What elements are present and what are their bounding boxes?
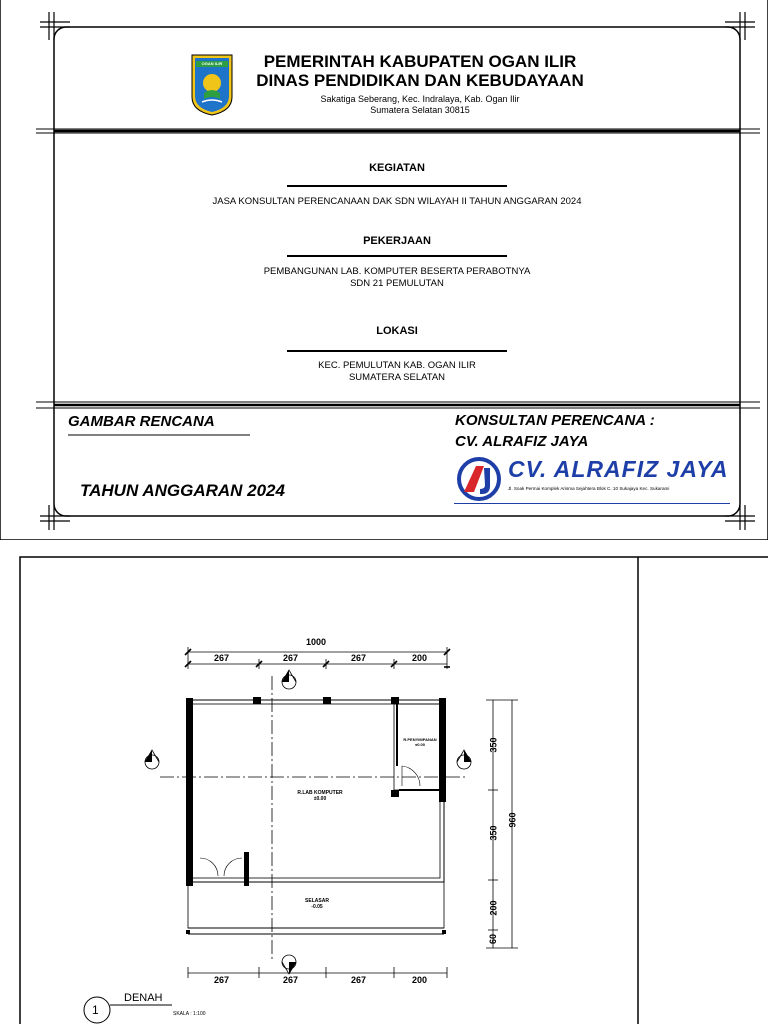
pekerjaan-divider <box>287 255 507 257</box>
govt-address <box>250 94 590 116</box>
konsultan-name: CV. ALRAFIZ JAYA <box>455 433 589 450</box>
top-dim-3: 267 <box>351 653 367 663</box>
govt-title-line1: PEMERINTAH KABUPATEN OGAN ILIR <box>263 52 577 71</box>
top-dim-1: 267 <box>214 653 230 663</box>
room-store-level: ±0.00 <box>415 742 425 747</box>
lokasi-value-line1: KEC. PEMULUTAN KAB. OGAN ILIR <box>318 360 476 371</box>
floor-plan-drawing <box>0 540 768 1024</box>
emblem-text: OGAN ILIR <box>201 61 223 66</box>
aj-logo-icon <box>456 456 502 502</box>
selasar-name: SELASAR <box>305 898 329 904</box>
address-line1: Sakatiga Seberang, Kec. Indralaya, Kab. Ogan Ilir <box>320 94 520 104</box>
govt-title-line2: DINAS PENDIDIKAN DAN KEBUDAYAAN <box>256 71 584 90</box>
pekerjaan-value-line2: SDN 21 PEMULUTAN <box>350 278 444 289</box>
lokasi-value <box>147 360 647 384</box>
right-dim-1: 350 <box>488 737 499 753</box>
room-penyimpanan <box>395 737 445 747</box>
right-dim-3: 200 <box>488 900 499 916</box>
lokasi-value-line2: SUMATERA SELATAN <box>348 372 446 383</box>
room-lab-komputer <box>290 790 350 802</box>
gambar-rencana: GAMBAR RENCANA <box>68 413 215 430</box>
lokasi-divider <box>287 350 507 352</box>
selasar-level: -0.05 <box>311 904 323 910</box>
top-dim-4: 200 <box>412 653 428 663</box>
logo-address: Jl. Soak Permai Komplek Arisma Sejahtera Blok C. 10 Sukajaya Kec. Sukarami <box>508 486 670 491</box>
room-selasar <box>292 898 342 910</box>
bottom-dim-3: 267 <box>351 975 367 985</box>
kegiatan-label: KEGIATAN <box>369 162 425 174</box>
plan-scale: SKALA : 1:100 <box>173 1011 206 1017</box>
ogan-ilir-emblem <box>190 53 234 117</box>
top-dim-2: 267 <box>283 653 299 663</box>
konsultan-label: KONSULTAN PERENCANA : <box>455 412 655 429</box>
room-lab-level: ±0.00 <box>313 796 327 802</box>
room-lab-name: R.LAB KOMPUTER <box>297 790 343 796</box>
room-store-name: R.PENYIMPANAN <box>403 737 437 742</box>
right-dim-4: 60 <box>488 933 499 945</box>
address-line2: Sumatera Selatan 30815 <box>370 105 470 115</box>
bottom-dim-1: 267 <box>214 975 230 985</box>
total-width-dim: 1000 <box>306 637 327 647</box>
pekerjaan-value-line1: PEMBANGUNAN LAB. KOMPUTER BESERTA PERABOTNYA <box>263 266 531 277</box>
plan-title: DENAH <box>124 992 163 1004</box>
kegiatan-value: JASA KONSULTAN PERENCANAAN DAK SDN WILAYAH II TAHUN ANGGARAN 2024 <box>212 196 582 207</box>
logo-company-name: CV. ALRAFIZ JAYA <box>508 456 729 482</box>
pekerjaan-label: PEKERJAAN <box>363 235 431 247</box>
pekerjaan-value <box>147 266 647 290</box>
consultant-logo <box>454 454 730 504</box>
kegiatan-divider <box>287 185 507 187</box>
plan-title-number: 1 <box>92 1003 99 1017</box>
right-total-dim: 960 <box>507 812 518 828</box>
tahun-anggaran: TAHUN ANGGARAN 2024 <box>80 481 285 500</box>
logo-underline <box>454 503 730 504</box>
right-dim-2: 350 <box>488 825 499 841</box>
bottom-dim-2: 267 <box>283 975 299 985</box>
bottom-dim-4: 200 <box>412 975 428 985</box>
lokasi-label: LOKASI <box>376 325 418 337</box>
